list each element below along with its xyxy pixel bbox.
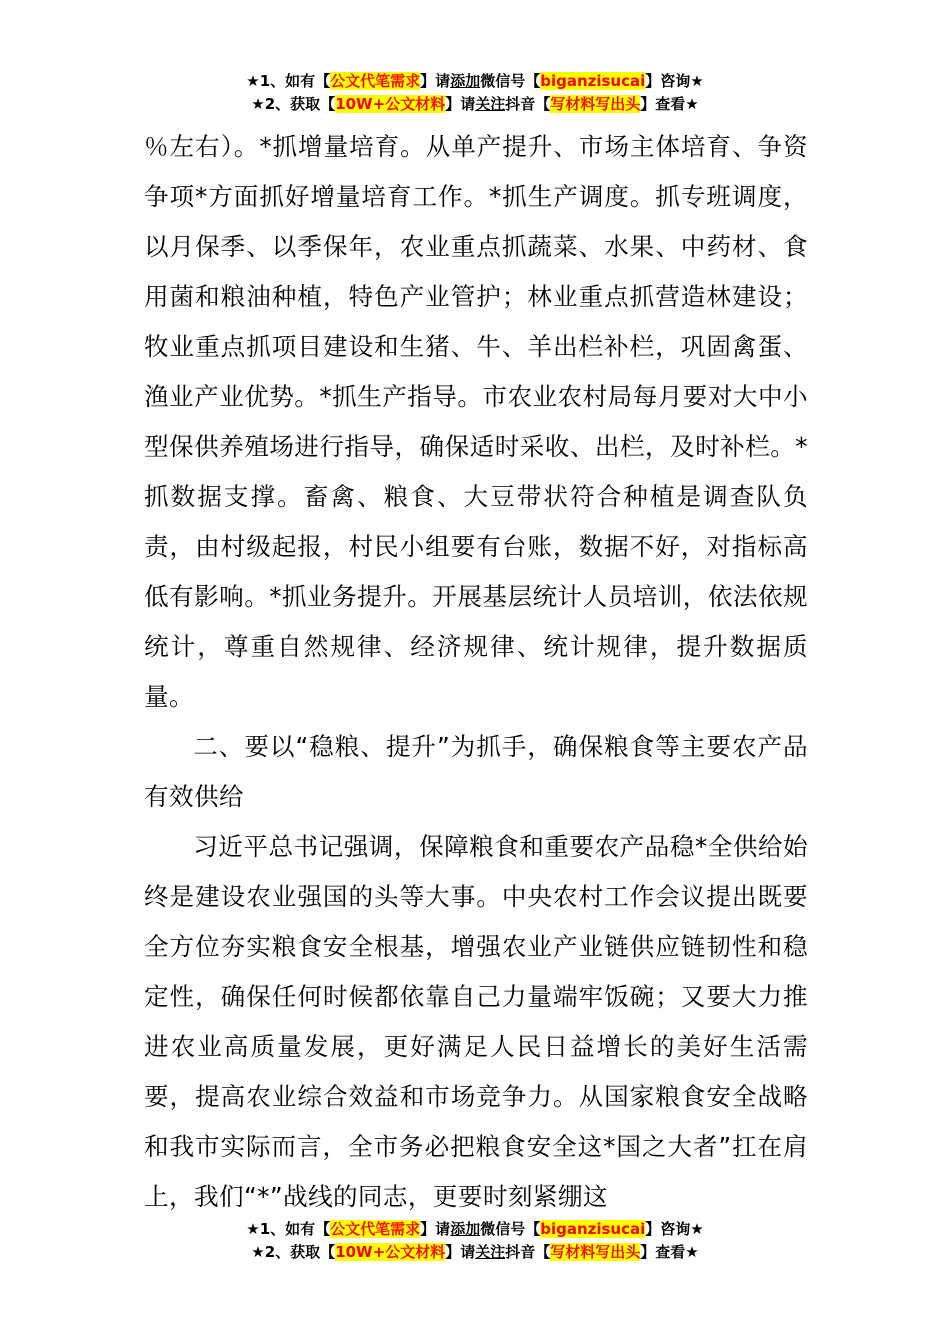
banner-text: 】咨询★	[645, 1220, 704, 1238]
banner-text: 】请	[445, 95, 476, 113]
banner-line-1	[0, 1218, 950, 1241]
header-banner	[0, 70, 950, 116]
banner-text: ★2、获取【	[251, 1243, 336, 1261]
banner-text: 微信号【	[480, 1220, 541, 1238]
banner-highlight: biganzisucai	[540, 72, 646, 90]
banner-highlight: 写材料写出头	[550, 1243, 641, 1261]
banner-highlight: 公文代笔需求	[330, 1220, 421, 1238]
paragraph: 习近平总书记强调，保障粮食和重要农产品稳*全供给始终是建设农业强国的头等大事。中央农村工作会议提出既要全方位夯实粮食安全根基，增强农业产业链供应链韧性和稳定性，确保任何时候都依靠自己力量端牢饭碗；又要大力推进农业高质量发展，更好满足人民日益增长的美好生活需要，提高农业综合效益和市场竞争力。从国家粮食安全战略和我市实际而言，全市务必把粮食安全这*国之大者”扛在肩上，我们“*”战线的同志，更要时刻紧绷这	[144, 832, 808, 1211]
paragraph-continued: ％左右）。*抓增量培育。从单产提升、市场主体培育、争资争项*方面抓好增量培育工作。*抓生产调度。抓专班调度，以月保季、以季保年，农业重点抓蔬菜、水果、中药材、食用菌和粮油种植，特色产业管护；林业重点抓营造林建设；牧业重点抓项目建设和生猪、牛、羊出栏补栏，巩固禽蛋、渔业产业优势。*抓生产指导。市农业农村局每月要对大中小型保供养殖场进行指导，确保适时采收、出栏，及时补栏。*抓数据支撑。畜禽、粮食、大豆带状符合种植是调查队负责，由村级起报，村民小组要有台账，数据不好，对指标高低有影响。*抓业务提升。开展基层统计人员培训，依法依规统计，尊重自然规律、经济规律、统计规律，提升数据质量。	[144, 132, 808, 711]
banner-text: 】请	[420, 1220, 451, 1238]
banner-underline: 关注	[475, 1243, 506, 1261]
section-heading: 二、要以“稳粮、提升”为抓手，确保粮食等主要农产品有效供给	[144, 732, 808, 811]
banner-underline: 添加	[450, 72, 481, 90]
banner-underline: 添加	[450, 1220, 481, 1238]
banner-line-1	[0, 70, 950, 93]
banner-text: 】查看★	[640, 95, 699, 113]
banner-text: 抖音【	[505, 1243, 551, 1261]
banner-text: 】查看★	[640, 1243, 699, 1261]
banner-underline: 关注	[475, 95, 506, 113]
banner-highlight: 10W+公文材料	[335, 1243, 446, 1261]
banner-highlight: biganzisucai	[540, 1220, 646, 1238]
banner-highlight: 写材料写出头	[550, 95, 641, 113]
banner-highlight: 10W+公文材料	[335, 95, 446, 113]
banner-text: ★1、如有【	[246, 72, 331, 90]
banner-line-2	[0, 93, 950, 116]
banner-text: ★2、获取【	[251, 95, 336, 113]
banner-text: 微信号【	[480, 72, 541, 90]
banner-text: 】咨询★	[645, 72, 704, 90]
footer-banner	[0, 1218, 950, 1264]
banner-text: 抖音【	[505, 95, 551, 113]
banner-line-2	[0, 1241, 950, 1264]
banner-text: 】请	[420, 72, 451, 90]
banner-highlight: 公文代笔需求	[330, 72, 421, 90]
banner-text: 】请	[445, 1243, 476, 1261]
document-body	[144, 122, 808, 1222]
banner-text: ★1、如有【	[246, 1220, 331, 1238]
